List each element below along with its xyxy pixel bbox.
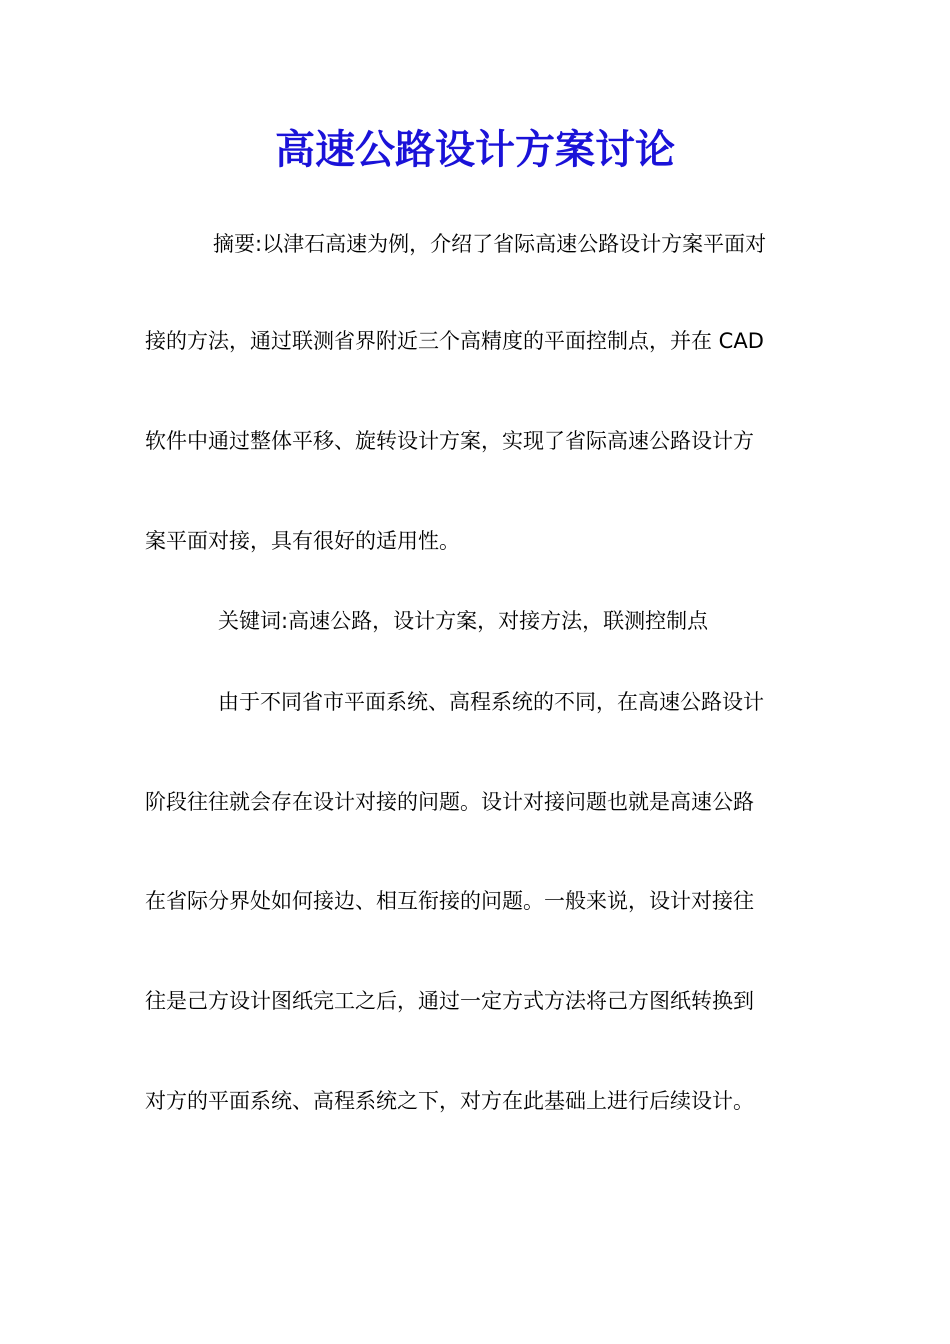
body-line: 在省际分界处如何接边、相互衔接的问题。一般来说，设计对接往	[145, 889, 754, 913]
document-title: 高速公路设计方案讨论	[275, 126, 675, 173]
abstract-line: 软件中通过整体平移、旋转设计方案，实现了省际高速公路设计方	[145, 429, 754, 453]
abstract-line: 案平面对接，具有很好的适用性。	[145, 529, 460, 553]
body-line: 往是己方设计图纸完工之后，通过一定方式方法将己方图纸转换到	[145, 989, 754, 1013]
abstract-line: 摘要:以津石高速为例，介绍了省际高速公路设计方案平面对	[213, 232, 767, 256]
body-line: 阶段往往就会存在设计对接的问题。设计对接问题也就是高速公路	[145, 790, 754, 814]
body-line: 对方的平面系统、高程系统之下，对方在此基础上进行后续设计。	[145, 1089, 754, 1113]
abstract-line: 接的方法，通过联测省界附近三个高精度的平面控制点，并在 CAD	[145, 329, 764, 353]
body-line: 由于不同省市平面系统、高程系统的不同，在高速公路设计	[218, 690, 764, 714]
keywords-line: 关键词:高速公路，设计方案，对接方法，联测控制点	[218, 609, 709, 633]
